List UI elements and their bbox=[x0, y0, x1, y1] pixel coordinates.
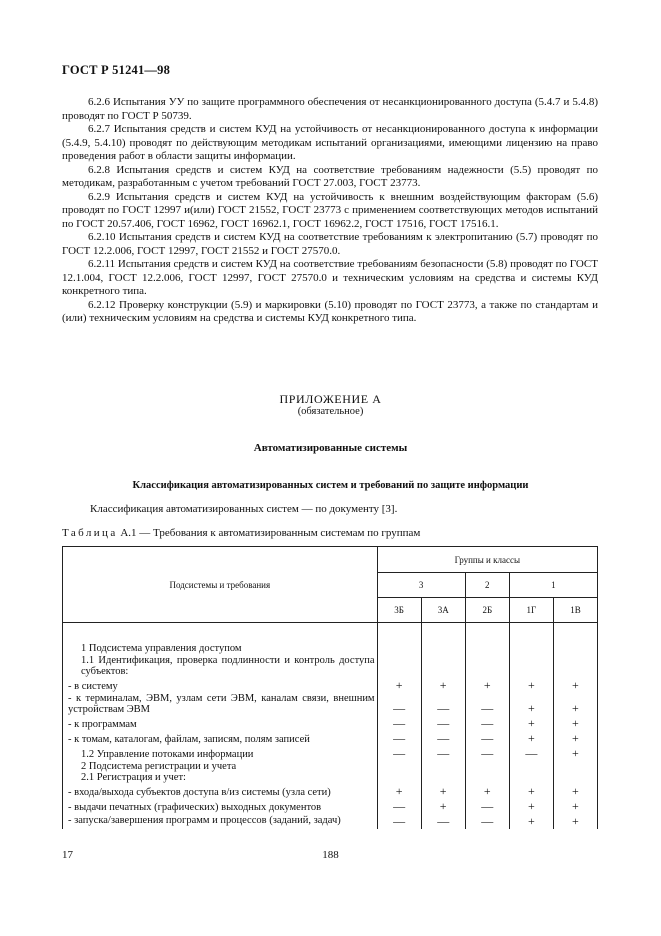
class-header-3b: 3Б bbox=[377, 598, 421, 623]
row-text: 2.1 Регистрация и учет: bbox=[63, 772, 378, 784]
row-text: 1 Подсистема управления доступом bbox=[63, 623, 378, 655]
class-header-3a: 3А bbox=[421, 598, 465, 623]
table-caption bbox=[62, 527, 420, 539]
cell-1v: + bbox=[553, 678, 597, 693]
row-text: - к томам, каталогам, файлам, записям, полям записей bbox=[63, 731, 378, 746]
cell-3b: — bbox=[377, 799, 421, 814]
cell-3a: + bbox=[421, 678, 465, 693]
cell-1v: + bbox=[553, 716, 597, 731]
section-6-2-paragraphs bbox=[62, 96, 598, 326]
paragraph-6-2-6: 6.2.6 Испытания УУ по защите программного обеспечения от несанкционированного доступа (5.4.7 и 5.4.8) проводят по ГОСТ Р 50739. bbox=[62, 96, 598, 122]
paragraph-6-2-7: 6.2.7 Испытания средств и систем КУД на устойчивость от несанкционированного доступа к информации (5.4.9, 5.4.10) проводят по действующим методикам испытаний организациями, имеющими лицензию на право проведения работ в области защиты информации. bbox=[62, 123, 598, 162]
cell-1v: + bbox=[553, 693, 597, 716]
cell-3b bbox=[377, 655, 421, 678]
cell-3b: — bbox=[377, 746, 421, 761]
cell-2b: — bbox=[465, 799, 509, 814]
cell-3a: — bbox=[421, 814, 465, 829]
cell-1v bbox=[553, 761, 597, 773]
paragraph-6-2-9: 6.2.9 Испытания средств и систем КУД на устойчивость к внешним воздействующим факторам (5.6) проводят по ГОСТ 12997 и(или) ГОСТ 21552, ГОСТ 23773 с применением соответствующих методов испытаний по ГОСТ 20.57.406, ГОСТ 16962, ГОСТ 16962.1, ГОСТ 16962.2, ГОСТ 17516, ГОСТ 17516.1. bbox=[62, 190, 598, 230]
cell-2b: + bbox=[465, 678, 509, 693]
cell-2b: — bbox=[465, 814, 509, 829]
appendix-subheading: Классификация автоматизированных систем и требований по защите информации bbox=[132, 480, 529, 491]
cell-3b: + bbox=[377, 784, 421, 799]
table-row bbox=[63, 814, 598, 829]
cell-2b: — bbox=[465, 693, 509, 716]
table-row bbox=[63, 784, 598, 799]
cell-3a: — bbox=[421, 716, 465, 731]
table-row bbox=[63, 799, 598, 814]
class-header-2b: 2Б bbox=[465, 598, 509, 623]
table-row bbox=[63, 716, 598, 731]
cell-3b bbox=[377, 623, 421, 655]
cell-3b: — bbox=[377, 814, 421, 829]
footer-left-number: 17 bbox=[62, 849, 73, 861]
cell-3b: — bbox=[377, 731, 421, 746]
table-caption-prefix: Таблица bbox=[62, 527, 118, 539]
cell-1g bbox=[509, 623, 553, 655]
group-header-2: 2 bbox=[465, 573, 509, 598]
table-row bbox=[63, 746, 598, 761]
cell-1g: — bbox=[509, 746, 553, 761]
cell-3b bbox=[377, 761, 421, 773]
cell-1g: + bbox=[509, 678, 553, 693]
row-text: 1.1 Идентификация, проверка подлинности и контроль доступа субъектов: bbox=[63, 655, 378, 678]
cell-3a bbox=[421, 623, 465, 655]
group-header-3: 3 bbox=[377, 573, 465, 598]
row-text: 2 Подсистема регистрации и учета bbox=[63, 761, 378, 773]
class-header-1g: 1Г bbox=[509, 598, 553, 623]
cell-2b: — bbox=[465, 716, 509, 731]
class-header-1v: 1В bbox=[553, 598, 597, 623]
cell-2b bbox=[465, 772, 509, 784]
cell-1v: + bbox=[553, 731, 597, 746]
cell-2b bbox=[465, 761, 509, 773]
cell-1v bbox=[553, 772, 597, 784]
subsystems-header: Подсистемы и требования bbox=[63, 547, 378, 623]
appendix-title: ПРИЛОЖЕНИЕ А bbox=[279, 392, 382, 406]
cell-2b bbox=[465, 655, 509, 678]
cell-1v: + bbox=[553, 784, 597, 799]
cell-1g: + bbox=[509, 716, 553, 731]
appendix-heading: Автоматизированные системы bbox=[253, 442, 408, 454]
table-row bbox=[63, 772, 598, 784]
row-text: - к терминалам, ЭВМ, узлам сети ЭВМ, каналам связи, внешним устройствам ЭВМ bbox=[63, 693, 378, 716]
paragraph-6-2-12: 6.2.12 Проверку конструкции (5.9) и маркировки (5.10) проводят по ГОСТ 23773, а также по стандартам и (или) техническим условиям на средства и системы КУД конкретного типа. bbox=[62, 298, 598, 324]
row-text: - к программам bbox=[63, 716, 378, 731]
paragraph-6-2-8: 6.2.8 Испытания средств и систем КУД на соответствие требованиям надежности (5.5) проводят по методикам, разработанным с учетом требований ГОСТ 27.003, ГОСТ 23773. bbox=[62, 163, 598, 189]
row-text: - входа/выхода субъектов доступа в/из системы (узла сети) bbox=[63, 784, 378, 799]
row-text: 1.2 Управление потоками информации bbox=[63, 746, 378, 761]
cell-2b bbox=[465, 623, 509, 655]
cell-1g bbox=[509, 761, 553, 773]
table-row bbox=[63, 655, 598, 678]
cell-1g bbox=[509, 772, 553, 784]
cell-3a bbox=[421, 761, 465, 773]
cell-3a: + bbox=[421, 784, 465, 799]
row-text: - выдачи печатных (графических) выходных документов bbox=[63, 799, 378, 814]
table-row bbox=[63, 693, 598, 716]
row-text: - в систему bbox=[63, 678, 378, 693]
cell-1g: + bbox=[509, 693, 553, 716]
table-caption-text: А.1 — Требования к автоматизированным системам по группам bbox=[117, 527, 421, 539]
cell-3a: — bbox=[421, 693, 465, 716]
cell-1g: + bbox=[509, 814, 553, 829]
table-row bbox=[63, 623, 598, 655]
cell-1v bbox=[553, 655, 597, 678]
cell-3b: + bbox=[377, 678, 421, 693]
cell-3b bbox=[377, 772, 421, 784]
table-row bbox=[63, 761, 598, 773]
page-number: 188 bbox=[322, 849, 339, 861]
appendix-subtitle: (обязательное) bbox=[297, 406, 364, 417]
cell-1g bbox=[509, 655, 553, 678]
cell-1g: + bbox=[509, 731, 553, 746]
cell-3b: — bbox=[377, 716, 421, 731]
paragraph-6-2-11: 6.2.11 Испытания средств и систем КУД на соответствие требованиям безопасности (5.8) проводят по ГОСТ 12.1.004, ГОСТ 12.2.006, ГОСТ 12997, ГОСТ 27570.0 и техническим условиям на средства и системы КУД конкретного типа. bbox=[62, 258, 598, 297]
cell-2b: + bbox=[465, 784, 509, 799]
group-header-1: 1 bbox=[509, 573, 597, 598]
cell-3a: — bbox=[421, 731, 465, 746]
requirements-table bbox=[62, 546, 598, 829]
cell-1v: + bbox=[553, 814, 597, 829]
cell-3a: — bbox=[421, 746, 465, 761]
cell-3a bbox=[421, 772, 465, 784]
paragraph-6-2-10: 6.2.10 Испытания средств и систем КУД на соответствие требованиям к электропитанию (5.7) проводят по ГОСТ 12.2.006, ГОСТ 12997, ГОСТ 21552 и ГОСТ 27570.0. bbox=[62, 231, 598, 257]
cell-1g: + bbox=[509, 784, 553, 799]
row-text: - запуска/завершения программ и процессов (заданий, задач) bbox=[63, 814, 378, 829]
classification-intro: Классификация автоматизированных систем — по документу [3]. bbox=[90, 503, 398, 515]
cell-3b: — bbox=[377, 693, 421, 716]
groups-header: Группы и классы bbox=[377, 547, 597, 573]
cell-3a bbox=[421, 655, 465, 678]
table-row bbox=[63, 678, 598, 693]
table-row bbox=[63, 731, 598, 746]
cell-3a: + bbox=[421, 799, 465, 814]
cell-1v: + bbox=[553, 746, 597, 761]
cell-1g: + bbox=[509, 799, 553, 814]
cell-2b: — bbox=[465, 731, 509, 746]
cell-2b: — bbox=[465, 746, 509, 761]
cell-1v: + bbox=[553, 799, 597, 814]
cell-1v bbox=[553, 623, 597, 655]
page-header: ГОСТ Р 51241—98 bbox=[62, 63, 171, 77]
